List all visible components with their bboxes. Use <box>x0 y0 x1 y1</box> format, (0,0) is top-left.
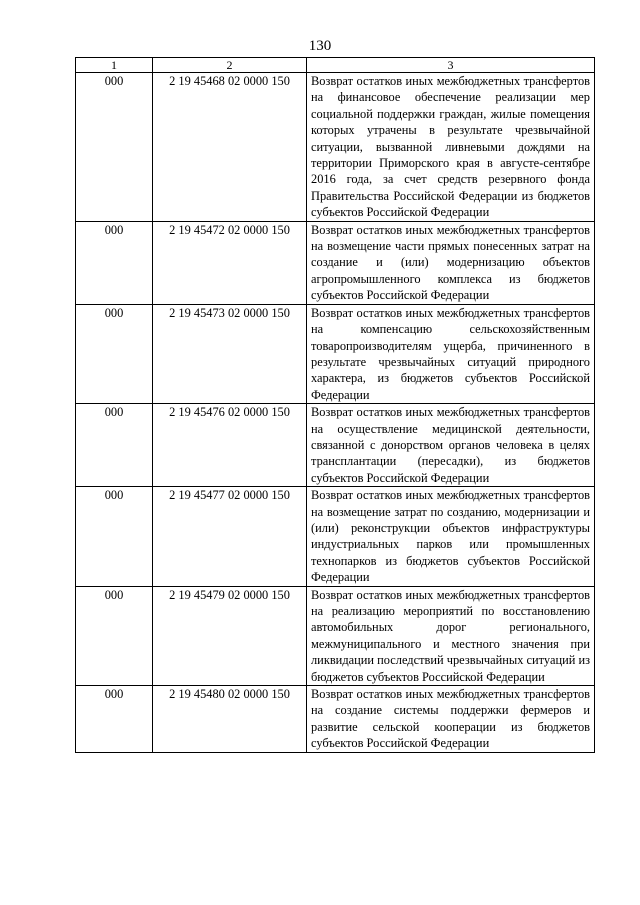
kbk-code-cell: 2 19 45473 02 0000 150 <box>153 304 307 403</box>
description-cell: Возврат остатков иных межбюджетных трансфертов на компенсацию сельскохозяйственным товаропроизводителям ущерба, причиненного в результате чрезвычайных ситуаций природного характера, из бюджетов субъектов Российской Федерации <box>307 304 595 403</box>
description-cell: Возврат остатков иных межбюджетных трансфертов на возмещение затрат по созданию, модернизации и (или) реконструкции объектов инфраструктуры индустриальных парков или промышленных технопарков из бюджетов субъектов Российской Федерации <box>307 487 595 586</box>
admin-code-cell: 000 <box>76 686 153 753</box>
table-row <box>76 221 595 304</box>
admin-code-cell: 000 <box>76 487 153 586</box>
description-cell: Возврат остатков иных межбюджетных трансфертов на реализацию мероприятий по восстановлению автомобильных дорог регионального, межмуниципального и местного значения при ликвидации последствий чрезвычайных ситуаций из бюджетов субъектов Российской Федерации <box>307 586 595 685</box>
column-header-2: 2 <box>153 58 307 73</box>
description-cell: Возврат остатков иных межбюджетных трансфертов на финансовое обеспечение реализации мер социальной поддержки граждан, жилые помещения которых утрачены в результате чрезвычайной ситуации, вызванной ливневыми дождями на территории Приморского края в августе-сентябре 2016 года, за счет средств резервного фонда Правительства Российской Федерации из бюджетов субъектов Российской Федерации <box>307 73 595 222</box>
page-number: 130 <box>308 38 332 54</box>
budget-classification-table <box>75 57 595 753</box>
admin-code-cell: 000 <box>76 304 153 403</box>
table-row <box>76 73 595 222</box>
table-row <box>76 487 595 586</box>
table-row <box>76 686 595 753</box>
table-row <box>76 304 595 403</box>
column-header-3: 3 <box>307 58 595 73</box>
kbk-code-cell: 2 19 45480 02 0000 150 <box>153 686 307 753</box>
column-header-1: 1 <box>76 58 153 73</box>
description-cell: Возврат остатков иных межбюджетных трансфертов на осуществление медицинской деятельности, связанной с донорством органов человека в целях трансплантации (пересадки), из бюджетов субъектов Российской Федерации <box>307 404 595 487</box>
table-row <box>76 586 595 685</box>
description-cell: Возврат остатков иных межбюджетных трансфертов на возмещение части прямых понесенных затрат на создание и (или) модернизацию объектов агропромышленного комплекса из бюджетов субъектов Российской Федерации <box>307 221 595 304</box>
kbk-code-cell: 2 19 45479 02 0000 150 <box>153 586 307 685</box>
header-row <box>76 58 595 73</box>
admin-code-cell: 000 <box>76 586 153 685</box>
kbk-code-cell: 2 19 45477 02 0000 150 <box>153 487 307 586</box>
kbk-code-cell: 2 19 45468 02 0000 150 <box>153 73 307 222</box>
kbk-code-cell: 2 19 45476 02 0000 150 <box>153 404 307 487</box>
admin-code-cell: 000 <box>76 221 153 304</box>
admin-code-cell: 000 <box>76 404 153 487</box>
description-cell: Возврат остатков иных межбюджетных трансфертов на создание системы поддержки фермеров и развитие сельской кооперации из бюджетов субъектов Российской Федерации <box>307 686 595 753</box>
admin-code-cell: 000 <box>76 73 153 222</box>
table-row <box>76 404 595 487</box>
kbk-code-cell: 2 19 45472 02 0000 150 <box>153 221 307 304</box>
